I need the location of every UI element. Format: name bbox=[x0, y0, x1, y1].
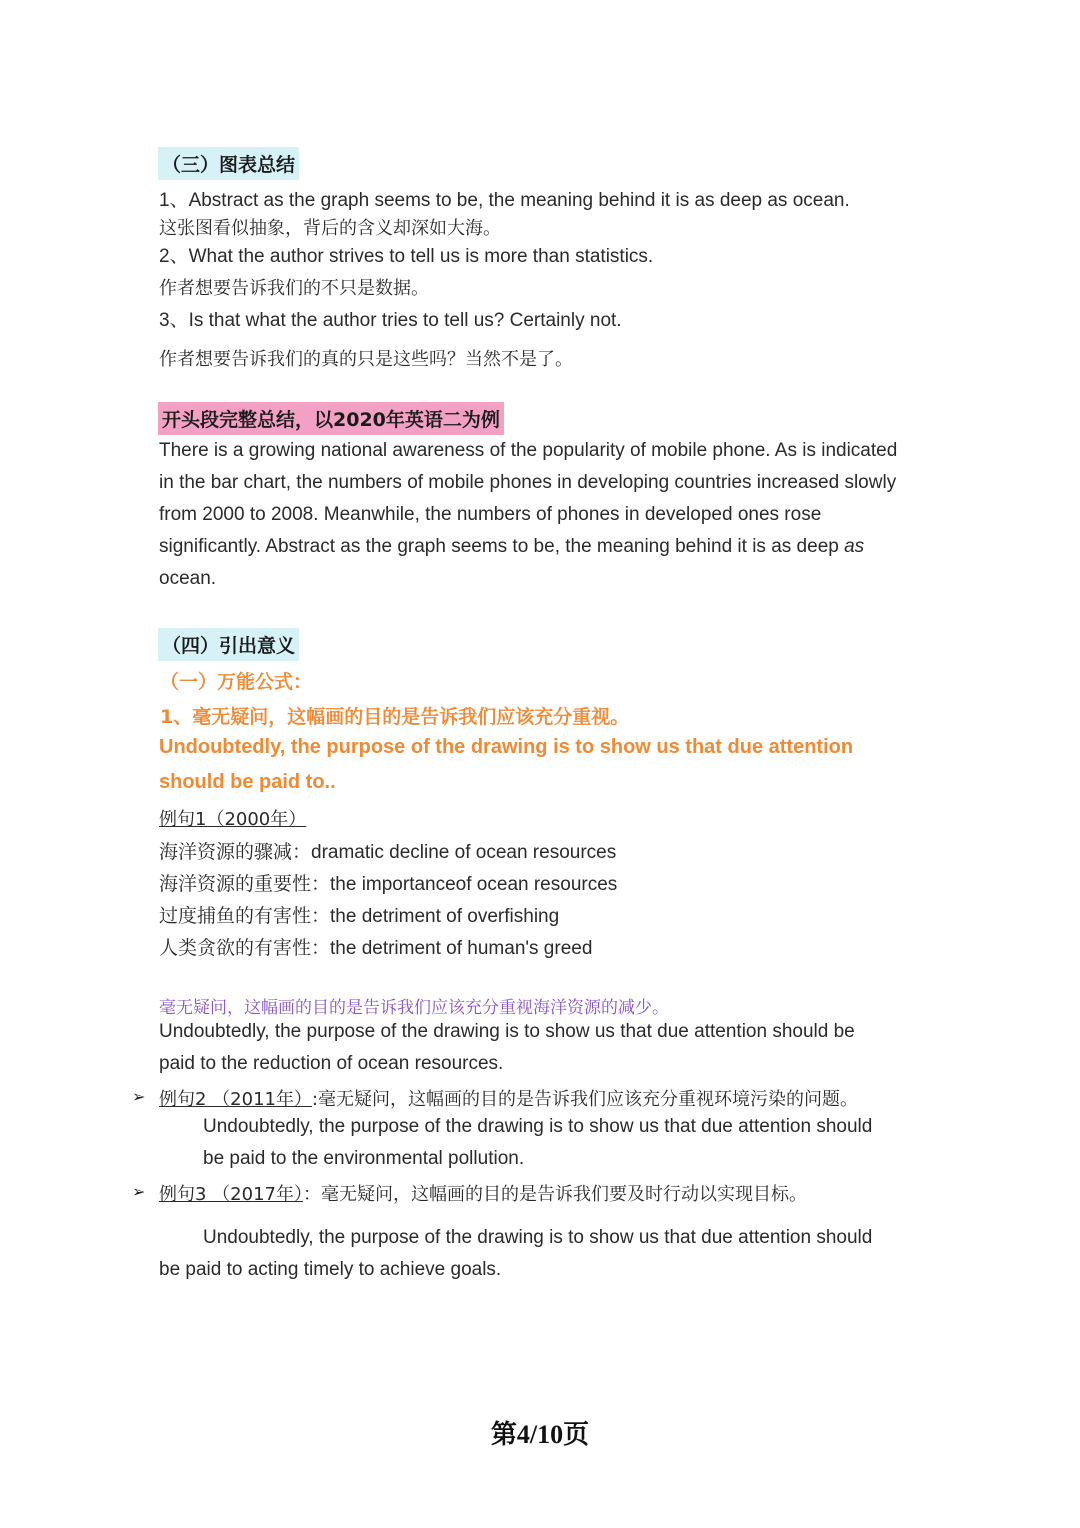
example-1-vocab-4: 人类贪欲的有害性：the detriment of human's greed bbox=[159, 938, 593, 959]
section-heading-significance: （四）引出意义 bbox=[158, 628, 299, 661]
bullet-arrow-icon: ➢ bbox=[132, 1087, 146, 1106]
chart-summary-item-1-en: 1、Abstract as the graph seems to be, the meaning behind it is as deep as ocean. bbox=[159, 190, 850, 211]
example-1-sentence-zh: 毫无疑问，这幅画的目的是告诉我们应该充分重视海洋资源的减少。 bbox=[159, 998, 669, 1018]
summary-line-4: significantly. Abstract as the graph seems to be, the meaning behind it is as deep bbox=[159, 536, 839, 557]
summary-heading: 开头段完整总结，以2020年英语二为例 bbox=[158, 402, 504, 435]
summary-line-3: from 2000 to 2008. Meanwhile, the numbers of phones in developed ones rose bbox=[159, 504, 822, 525]
example-2-en-line-2: be paid to the environmental pollution. bbox=[203, 1148, 525, 1169]
summary-line-5: ocean. bbox=[159, 568, 217, 589]
formula-subheading: （一）万能公式： bbox=[160, 671, 313, 693]
example-2-text-zh: :毫无疑问，这幅画的目的是告诉我们应该充分重视环境污染的问题。 bbox=[311, 1089, 859, 1110]
example-1-sentence-en-line-2: paid to the reduction of ocean resources. bbox=[159, 1053, 504, 1074]
summary-line-4-wrap bbox=[159, 536, 864, 558]
formula-zh: 1、毫无疑问，这幅画的目的是告诉我们应该充分重视。 bbox=[160, 706, 630, 728]
bullet-arrow-icon: ➢ bbox=[132, 1182, 146, 1201]
example-2-label: 例句2 （2011年） bbox=[159, 1089, 312, 1110]
example-1-vocab-3: 过度捕鱼的有害性：the detriment of overfishing bbox=[159, 906, 560, 927]
formula-en-line-2: should be paid to.. bbox=[159, 771, 336, 793]
example-3-line bbox=[159, 1180, 807, 1206]
example-3-en-line-1: Undoubtedly, the purpose of the drawing is to show us that due attention should bbox=[203, 1227, 873, 1248]
example-3-en-line-2: be paid to acting timely to achieve goals. bbox=[159, 1259, 502, 1280]
summary-line-2: in the bar chart, the numbers of mobile phones in developing countries increased slowly bbox=[159, 472, 897, 493]
chart-summary-item-1-zh: 这张图看似抽象，背后的含义却深如大海。 bbox=[159, 218, 501, 239]
summary-line-1: There is a growing national awareness of the popularity of mobile phone. As is indicated bbox=[159, 440, 898, 461]
example-1-label: 例句1（2000年） bbox=[159, 809, 307, 830]
example-3-label: 例句3 （2017年） bbox=[159, 1184, 303, 1205]
chart-summary-item-3-zh: 作者想要告诉我们的真的只是这些吗？当然不是了。 bbox=[159, 349, 573, 370]
page-number: 第4/10页 bbox=[490, 1420, 590, 1449]
example-2-en-line-1: Undoubtedly, the purpose of the drawing is to show us that due attention should bbox=[203, 1116, 873, 1137]
example-1-sentence-en-line-1: Undoubtedly, the purpose of the drawing is to show us that due attention should be bbox=[159, 1021, 855, 1042]
example-1-vocab-2: 海洋资源的重要性：the importanceof ocean resources bbox=[159, 874, 618, 895]
example-2-line bbox=[159, 1085, 858, 1111]
summary-italic-word: as bbox=[844, 536, 865, 557]
example-1-vocab-1: 海洋资源的骤减：dramatic decline of ocean resources bbox=[159, 842, 617, 863]
chart-summary-item-3-en: 3、Is that what the author tries to tell us? Certainly not. bbox=[159, 310, 622, 331]
chart-summary-item-2-en: 2、What the author strives to tell us is more than statistics. bbox=[159, 246, 654, 267]
chart-summary-item-2-zh: 作者想要告诉我们的不只是数据。 bbox=[159, 278, 429, 299]
formula-en-line-1: Undoubtedly, the purpose of the drawing is to show us that due attention bbox=[159, 736, 854, 758]
example-3-text-zh: ：毫无疑问，这幅画的目的是告诉我们要及时行动以实现目标。 bbox=[302, 1184, 807, 1205]
section-heading-chart-summary: （三）图表总结 bbox=[158, 147, 299, 180]
